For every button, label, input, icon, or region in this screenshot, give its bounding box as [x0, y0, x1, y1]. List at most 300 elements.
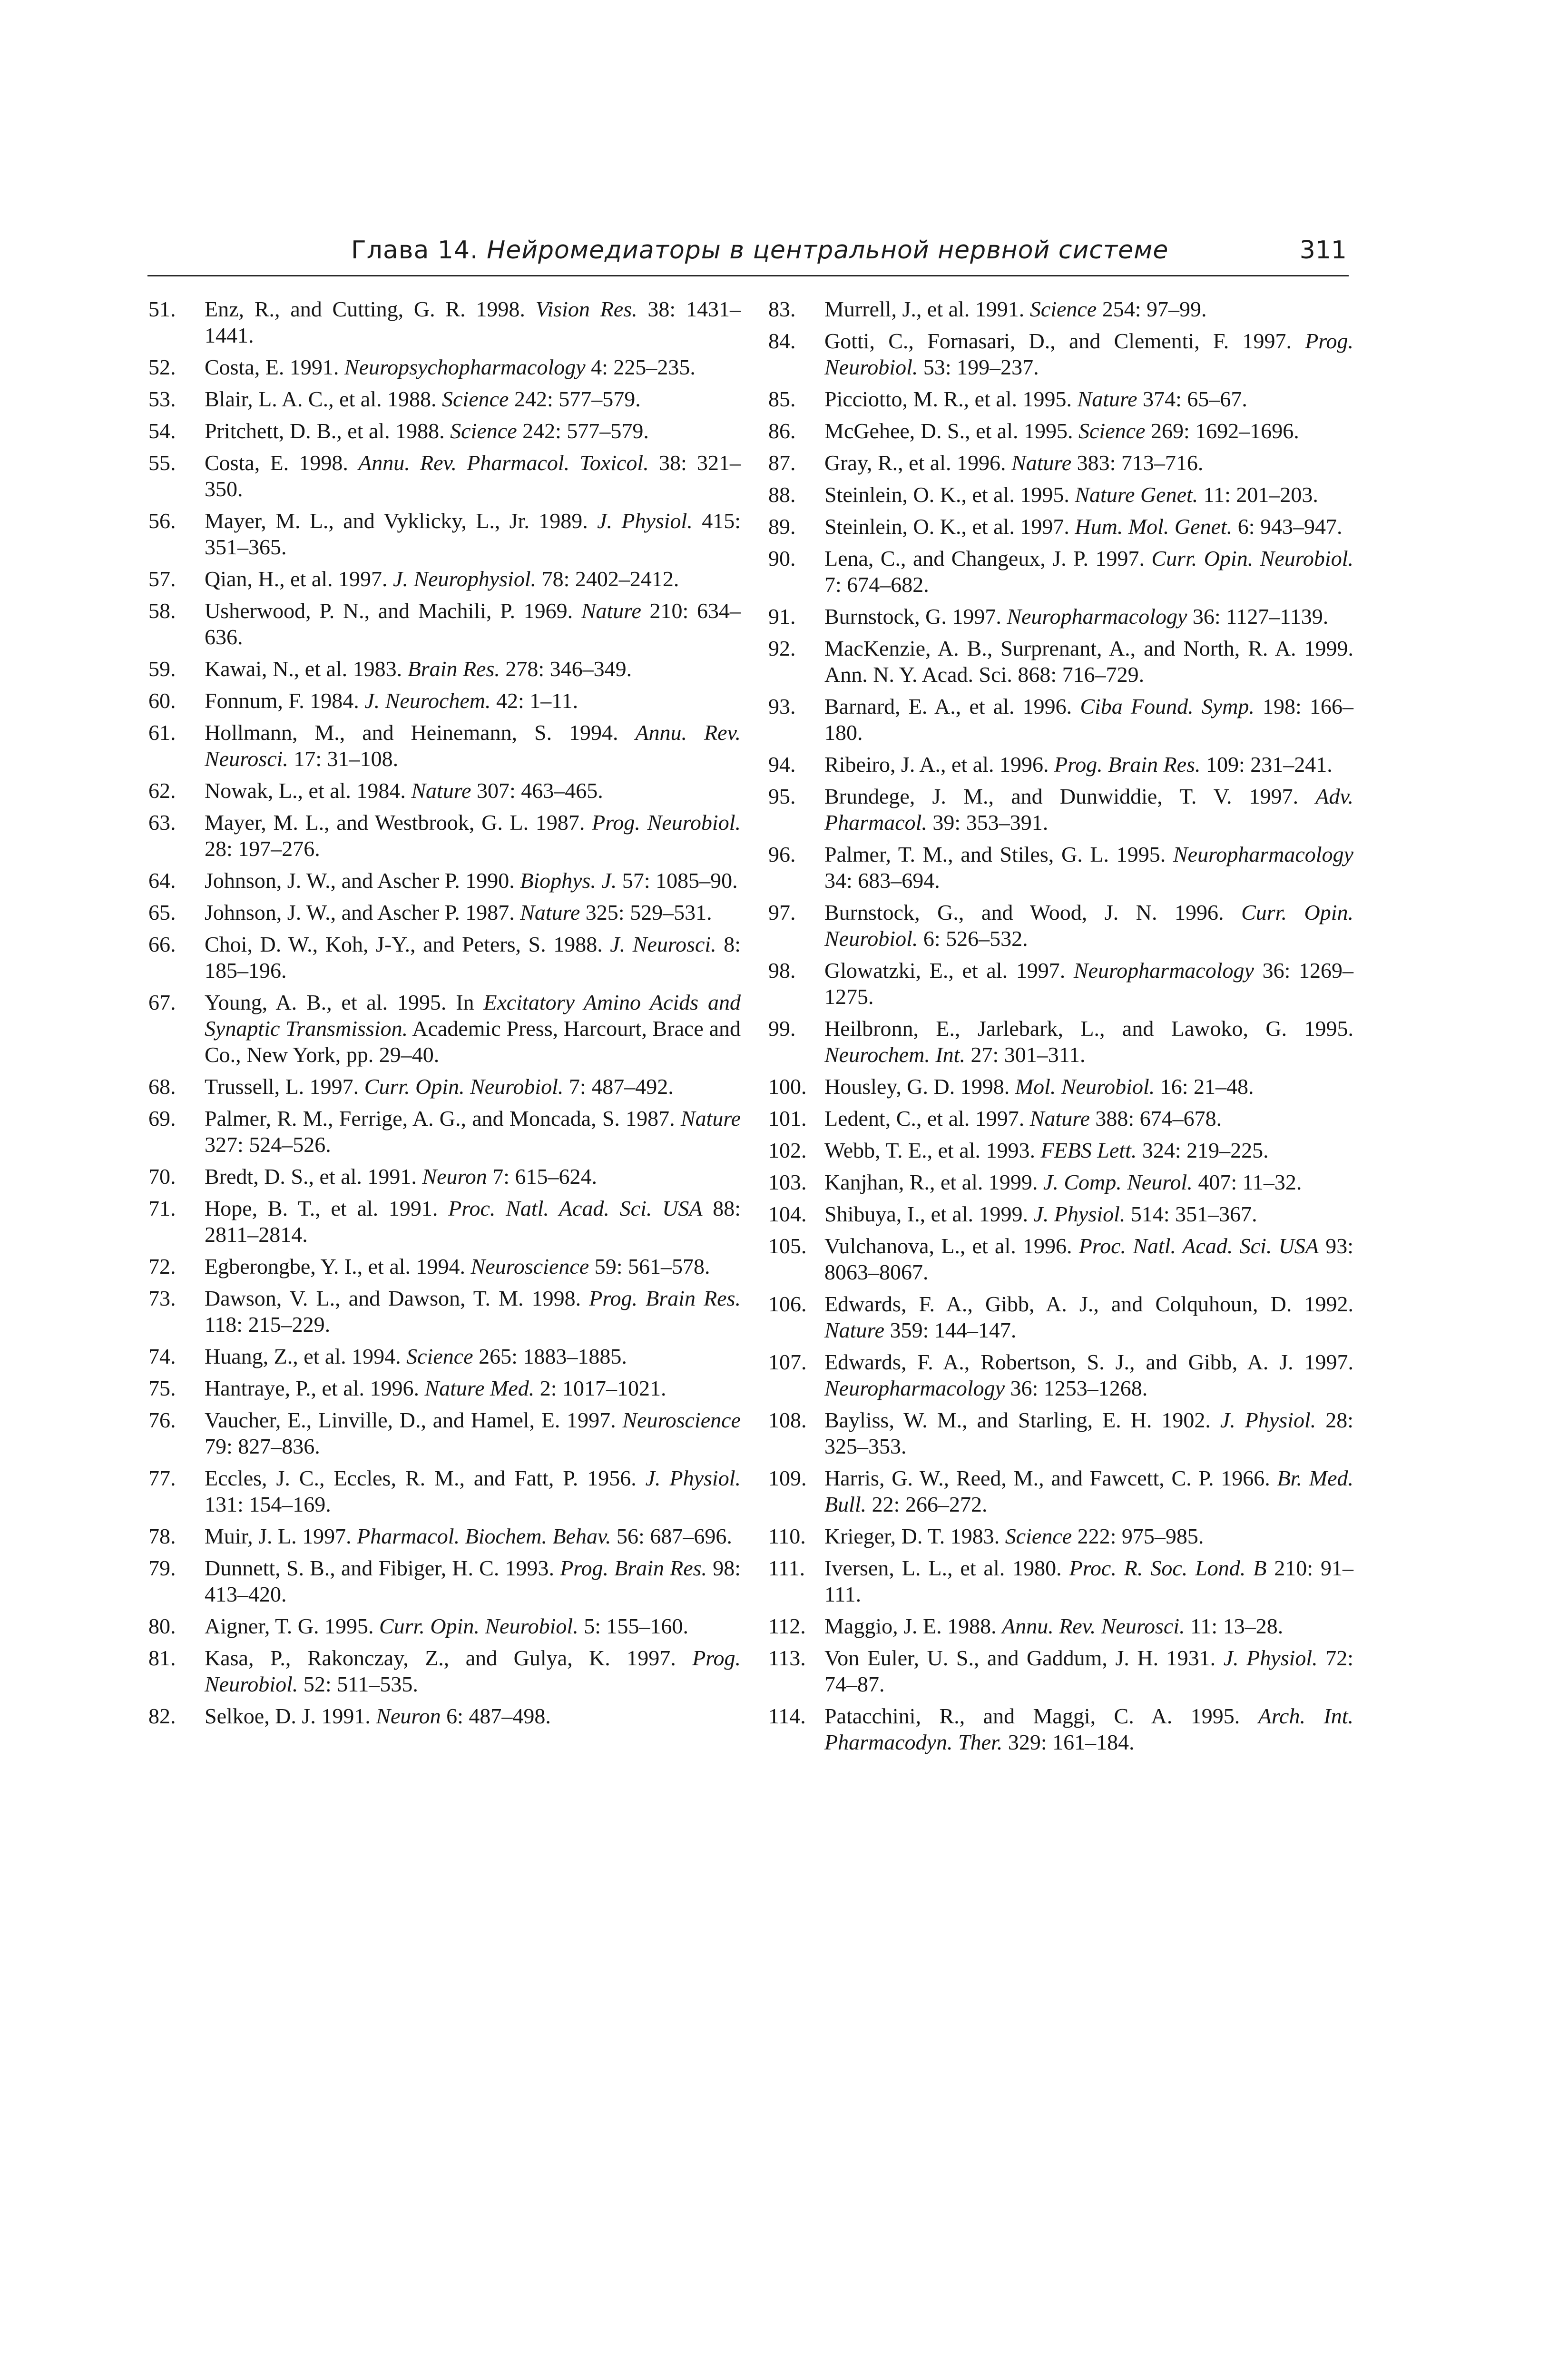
- reference-segment: Mayer, M. L., and Vyklicky, L., Jr. 1989.: [205, 509, 598, 533]
- reference-text: [824, 694, 1353, 745]
- reference-text: [205, 720, 741, 771]
- reference-item: [768, 1523, 1353, 1549]
- reference-text: [824, 329, 1353, 379]
- reference-item: [148, 777, 741, 804]
- reference-source: Nature Genet.: [1075, 482, 1198, 507]
- reference-text: [205, 778, 603, 803]
- reference-segment: Bayliss, W. M., and Starling, E. H. 1902.: [824, 1408, 1220, 1432]
- reference-source: Nature: [1011, 451, 1072, 475]
- reference-number: 70.: [148, 1164, 176, 1189]
- reference-source: Proc. R. Soc. Lond. B: [1069, 1556, 1267, 1580]
- reference-item: [148, 1407, 741, 1459]
- reference-number: 95.: [768, 784, 796, 808]
- reference-segment: 5: 155–160.: [578, 1614, 688, 1638]
- reference-text: [205, 868, 738, 893]
- reference-segment: 131: 154–169.: [205, 1492, 331, 1516]
- reference-segment: Muir, J. L. 1997.: [205, 1524, 357, 1548]
- reference-number: 72.: [148, 1254, 176, 1278]
- reference-number: 73.: [148, 1286, 176, 1310]
- reference-segment: 59: 561–578.: [589, 1254, 710, 1278]
- reference-segment: 52: 511–535.: [298, 1672, 418, 1696]
- reference-item: [148, 1555, 741, 1607]
- reference-item: [768, 450, 1353, 476]
- reference-segment: Gotti, C., Fornasari, D., and Clementi, F. 1997.: [824, 329, 1305, 353]
- reference-number: 94.: [768, 752, 796, 777]
- reference-segment: Hantraye, P., et al. 1996.: [205, 1376, 425, 1400]
- reference-text: [205, 688, 578, 713]
- reference-segment: Von Euler, U. S., and Gaddum, J. H. 1931.: [824, 1646, 1224, 1670]
- reference-source: Neuropharmacology: [824, 1376, 1005, 1400]
- reference-number: 110.: [768, 1524, 806, 1548]
- reference-source: Brain Res.: [407, 657, 500, 681]
- reference-segment: 269: 1692–1696.: [1145, 419, 1299, 443]
- reference-text: [824, 900, 1353, 951]
- reference-segment: Webb, T. E., et al. 1993.: [824, 1138, 1041, 1162]
- reference-segment: 210: 91–111.: [824, 1556, 1353, 1606]
- reference-segment: Harris, G. W., Reed, M., and Fawcett, C. P. 1966.: [824, 1466, 1277, 1490]
- reference-segment: Academic Press, Harcourt, Brace and Co., New York, pp. 29–40.: [205, 1016, 741, 1067]
- reference-source: Prog. Brain Res.: [589, 1286, 741, 1310]
- reference-source: Hum. Mol. Genet.: [1075, 514, 1233, 539]
- reference-text: [824, 1234, 1353, 1284]
- reference-item: [148, 1163, 741, 1190]
- reference-segment: Picciotto, M. R., et al. 1995.: [824, 387, 1078, 411]
- reference-source: Nature: [1077, 387, 1137, 411]
- reference-segment: 11: 13–28.: [1185, 1614, 1284, 1638]
- reference-item: [768, 957, 1353, 1010]
- reference-number: 111.: [768, 1556, 805, 1580]
- reference-text: [205, 1164, 597, 1189]
- reference-text: [205, 1106, 741, 1157]
- reference-segment: 374: 65–67.: [1137, 387, 1247, 411]
- reference-source: Prog. Neurobiol.: [205, 1646, 741, 1696]
- reference-text: [205, 1196, 741, 1247]
- reference-segment: Mayer, M. L., and Westbrook, G. L. 1987.: [205, 810, 592, 835]
- reference-text: [824, 1292, 1353, 1342]
- reference-source: J. Neurosci.: [610, 932, 716, 956]
- reference-segment: Dunnett, S. B., and Fibiger, H. C. 1993.: [205, 1556, 560, 1580]
- reference-item: [148, 296, 741, 348]
- reference-segment: 307: 463–465.: [471, 778, 603, 803]
- reference-item: [768, 328, 1353, 380]
- reference-segment: 17: 31–108.: [288, 747, 399, 771]
- reference-number: 52.: [148, 355, 176, 379]
- reference-source: Prog. Neurobiol.: [592, 810, 741, 835]
- reference-number: 75.: [148, 1376, 176, 1400]
- reference-source: Neuroscience: [622, 1408, 741, 1432]
- reference-source: Nature Med.: [424, 1376, 535, 1400]
- reference-number: 62.: [148, 778, 176, 803]
- reference-source: Neuropharmacology: [1007, 604, 1187, 629]
- reference-source: J. Physiol.: [597, 509, 693, 533]
- reference-segment: Maggio, J. E. 1988.: [824, 1614, 1002, 1638]
- reference-item: [768, 513, 1353, 540]
- reference-source: Arch. Int. Pharmacodyn. Ther.: [824, 1704, 1353, 1754]
- reference-number: 108.: [768, 1408, 807, 1432]
- reference-item: [148, 1195, 741, 1248]
- reference-source: Pharmacol. Biochem. Behav.: [357, 1524, 611, 1548]
- reference-text: [205, 657, 632, 681]
- reference-text: [824, 1016, 1353, 1067]
- reference-number: 102.: [768, 1138, 807, 1162]
- reference-segment: 6: 526–532.: [918, 926, 1028, 951]
- reference-item: [768, 751, 1353, 777]
- reference-segment: 7: 487–492.: [563, 1074, 674, 1099]
- reference-source: FEBS Lett.: [1040, 1138, 1137, 1162]
- reference-segment: Palmer, R. M., Ferrige, A. G., and Moncada, S. 1987.: [205, 1106, 681, 1131]
- reference-source: J. Neurophysiol.: [393, 567, 537, 591]
- reference-item: [148, 386, 741, 412]
- reference-number: 54.: [148, 419, 176, 443]
- reference-segment: 27: 301–311.: [965, 1042, 1086, 1067]
- reference-segment: 2: 1017–1021.: [534, 1376, 666, 1400]
- reference-item: [768, 693, 1353, 746]
- reference-source: J. Comp. Neurol.: [1043, 1170, 1193, 1194]
- reference-source: Curr. Opin. Neurobiol.: [824, 900, 1353, 951]
- reference-item: [768, 386, 1353, 412]
- reference-source: Excitatory Amino Acids and Synaptic Transmission.: [205, 990, 741, 1041]
- reference-segment: 16: 21–48.: [1155, 1074, 1254, 1099]
- reference-segment: Burnstock, G. 1997.: [824, 604, 1007, 629]
- chapter-title: [351, 236, 1168, 265]
- reference-number: 92.: [768, 636, 796, 660]
- reference-item: [768, 1201, 1353, 1227]
- reference-text: [824, 958, 1353, 1009]
- reference-text: [205, 419, 649, 443]
- reference-text: [205, 567, 679, 591]
- reference-segment: Krieger, D. T. 1983.: [824, 1524, 1005, 1548]
- reference-item: [148, 1375, 741, 1401]
- reference-number: 61.: [148, 720, 176, 745]
- reference-item: [148, 354, 741, 380]
- reference-segment: Enz, R., and Cutting, G. R. 1998.: [205, 297, 536, 321]
- reference-source: Proc. Natl. Acad. Sci. USA: [1078, 1234, 1319, 1258]
- reference-source: Vision Res.: [535, 297, 637, 321]
- reference-item: [148, 1613, 741, 1639]
- reference-number: 58.: [148, 599, 176, 623]
- reference-number: 85.: [768, 387, 796, 411]
- reference-segment: 57: 1085–90.: [617, 868, 738, 893]
- reference-source: J. Physiol.: [645, 1466, 741, 1490]
- reference-text: [824, 752, 1333, 777]
- reference-segment: 6: 487–498.: [441, 1704, 551, 1728]
- reference-number: 93.: [768, 694, 796, 718]
- reference-text: [205, 1704, 551, 1728]
- reference-number: 79.: [148, 1556, 176, 1580]
- reference-segment: Kanjhan, R., et al. 1999.: [824, 1170, 1043, 1194]
- reference-source: Science: [442, 387, 509, 411]
- reference-segment: Qian, H., et al. 1997.: [205, 567, 393, 591]
- reference-segment: 38: 1431–1441.: [205, 297, 741, 347]
- reference-text: [205, 1466, 741, 1516]
- reference-segment: 93: 8063–8067.: [824, 1234, 1354, 1284]
- reference-text: [205, 297, 741, 347]
- reference-item: [768, 1105, 1353, 1131]
- reference-segment: Egberongbe, Y. I., et al. 1994.: [205, 1254, 471, 1278]
- reference-number: 105.: [768, 1234, 807, 1258]
- reference-number: 112.: [768, 1614, 806, 1638]
- references-column-left: [148, 296, 741, 1735]
- reference-number: 97.: [768, 900, 796, 924]
- reference-number: 113.: [768, 1646, 806, 1670]
- reference-text: [205, 990, 741, 1067]
- reference-number: 106.: [768, 1292, 807, 1316]
- reference-segment: 242: 577–579.: [517, 419, 649, 443]
- reference-number: 81.: [148, 1646, 176, 1670]
- reference-number: 63.: [148, 810, 176, 835]
- reference-segment: 11: 201–203.: [1198, 482, 1318, 507]
- reference-item: [768, 1645, 1353, 1697]
- reference-text: [205, 900, 712, 924]
- reference-text: [205, 1074, 674, 1099]
- reference-item: [768, 1015, 1353, 1068]
- reference-segment: Glowatzki, E., et al. 1997.: [824, 958, 1074, 983]
- reference-segment: 198: 166–180.: [824, 694, 1354, 745]
- reference-segment: Fonnum, F. 1984.: [205, 688, 365, 713]
- reference-source: Nature: [1029, 1106, 1090, 1131]
- reference-item: [768, 1407, 1353, 1459]
- reference-text: [824, 451, 1203, 475]
- reference-segment: MacKenzie, A. B., Surprenant, A., and North, R. A. 1999. Ann. N. Y. Acad. Sci. 868: 716–729.: [824, 636, 1353, 687]
- reference-segment: 327: 524–526.: [205, 1132, 331, 1157]
- reference-segment: 79: 827–836.: [205, 1434, 320, 1458]
- reference-item: [148, 688, 741, 714]
- reference-text: [205, 1344, 627, 1368]
- reference-item: [768, 1555, 1353, 1607]
- reference-number: 69.: [148, 1106, 176, 1131]
- reference-segment: 242: 577–579.: [509, 387, 641, 411]
- reference-text: [205, 1376, 666, 1400]
- reference-segment: Edwards, F. A., Robertson, S. J., and Gibb, A. J. 1997.: [824, 1350, 1353, 1374]
- reference-segment: Ledent, C., et al. 1997.: [824, 1106, 1030, 1131]
- reference-item: [148, 989, 741, 1068]
- reference-text: [824, 1646, 1353, 1696]
- reference-segment: 118: 215–229.: [205, 1312, 331, 1337]
- reference-segment: Brundege, J. M., and Dunwiddie, T. V. 1997.: [824, 784, 1316, 808]
- reference-number: 99.: [768, 1016, 796, 1041]
- reference-item: [148, 656, 741, 682]
- page-number: 311: [1299, 236, 1347, 265]
- reference-segment: 407: 11–32.: [1192, 1170, 1302, 1194]
- reference-item: [768, 482, 1353, 508]
- reference-number: 103.: [768, 1170, 807, 1194]
- reference-segment: Kawai, N., et al. 1983.: [205, 657, 408, 681]
- reference-segment: Patacchini, R., and Maggi, C. A. 1995.: [824, 1704, 1258, 1728]
- reference-segment: 22: 266–272.: [866, 1492, 988, 1516]
- reference-text: [824, 546, 1353, 597]
- reference-item: [148, 1343, 741, 1369]
- reference-source: Annu. Rev. Neurosci.: [1002, 1614, 1185, 1638]
- reference-segment: 36: 1269–1275.: [824, 958, 1354, 1009]
- reference-number: 88.: [768, 482, 796, 507]
- reference-text: [205, 1556, 741, 1606]
- reference-segment: Young, A. B., et al. 1995. In: [205, 990, 484, 1014]
- reference-number: 64.: [148, 868, 176, 893]
- reference-segment: 4: 225–235.: [585, 355, 696, 379]
- reference-number: 104.: [768, 1202, 807, 1226]
- reference-number: 107.: [768, 1350, 807, 1374]
- reference-segment: Shibuya, I., et al. 1999.: [824, 1202, 1034, 1226]
- reference-text: [824, 636, 1353, 687]
- reference-segment: Barnard, E. A., et al. 1996.: [824, 694, 1080, 718]
- reference-segment: Gray, R., et al. 1996.: [824, 451, 1012, 475]
- reference-number: 91.: [768, 604, 796, 629]
- reference-number: 56.: [148, 509, 176, 533]
- reference-item: [148, 809, 741, 862]
- reference-source: Neuropharmacology: [1173, 842, 1353, 866]
- reference-source: Prog. Neurobiol.: [824, 329, 1353, 379]
- reference-segment: 514: 351–367.: [1125, 1202, 1257, 1226]
- reference-source: Nature: [411, 778, 471, 803]
- reference-segment: 39: 353–391.: [927, 810, 1049, 835]
- reference-source: Biophys. J.: [520, 868, 617, 893]
- reference-segment: 8: 185–196.: [205, 932, 741, 983]
- reference-segment: 72: 74–87.: [824, 1646, 1353, 1696]
- reference-segment: Vaucher, E., Linville, D., and Hamel, E. 1997.: [205, 1408, 623, 1432]
- reference-segment: Palmer, T. M., and Stiles, G. L. 1995.: [824, 842, 1173, 866]
- reference-number: 78.: [148, 1524, 176, 1548]
- references-column-right: [768, 296, 1353, 1761]
- reference-source: Nature: [581, 599, 641, 623]
- reference-text: [205, 355, 696, 379]
- reference-segment: 28: 197–276.: [205, 836, 320, 861]
- reference-item: [148, 1645, 741, 1697]
- reference-item: [768, 296, 1353, 322]
- reference-segment: Selkoe, D. J. 1991.: [205, 1704, 376, 1728]
- reference-text: [205, 1254, 710, 1278]
- reference-segment: 210: 634–636.: [205, 599, 741, 649]
- reference-number: 55.: [148, 451, 176, 475]
- reference-item: [768, 841, 1353, 894]
- reference-number: 96.: [768, 842, 796, 866]
- reference-text: [824, 1170, 1302, 1194]
- reference-text: [824, 514, 1343, 539]
- reference-segment: Johnson, J. W., and Ascher P. 1990.: [205, 868, 520, 893]
- reference-segment: 28: 325–353.: [824, 1408, 1353, 1458]
- reference-text: [824, 842, 1353, 893]
- reference-segment: McGehee, D. S., et al. 1995.: [824, 419, 1078, 443]
- reference-item: [148, 1105, 741, 1158]
- reference-segment: Bredt, D. S., et al. 1991.: [205, 1164, 422, 1189]
- reference-segment: 36: 1127–1139.: [1187, 604, 1329, 629]
- reference-source: Prog. Brain Res.: [560, 1556, 707, 1580]
- reference-item: [148, 931, 741, 983]
- reference-item: [768, 1073, 1353, 1100]
- reference-number: 80.: [148, 1614, 176, 1638]
- reference-segment: Hollmann, M., and Heinemann, S. 1994.: [205, 720, 636, 745]
- reference-source: Curr. Opin. Neurobiol.: [379, 1614, 578, 1638]
- reference-segment: 7: 674–682.: [824, 572, 929, 597]
- reference-text: [824, 1614, 1283, 1638]
- reference-item: [768, 1349, 1353, 1401]
- reference-source: Neuron: [376, 1704, 441, 1728]
- reference-source: J. Physiol.: [1033, 1202, 1126, 1226]
- reference-item: [148, 450, 741, 502]
- reference-number: 76.: [148, 1408, 176, 1432]
- reference-segment: 98: 413–420.: [205, 1556, 741, 1606]
- reference-segment: 324: 219–225.: [1137, 1138, 1269, 1162]
- reference-number: 82.: [148, 1704, 176, 1728]
- reference-number: 77.: [148, 1466, 176, 1490]
- reference-item: [768, 1613, 1353, 1639]
- reference-text: [205, 451, 741, 501]
- reference-segment: Huang, Z., et al. 1994.: [205, 1344, 407, 1368]
- reference-segment: 38: 321–350.: [205, 451, 741, 501]
- reference-item: [768, 635, 1353, 688]
- reference-item: [148, 1523, 741, 1549]
- reference-number: 84.: [768, 329, 796, 353]
- reference-number: 53.: [148, 387, 176, 411]
- reference-segment: Usherwood, P. N., and Machili, P. 1969.: [205, 599, 581, 623]
- reference-text: [824, 1704, 1353, 1754]
- reference-segment: 329: 161–184.: [1002, 1730, 1135, 1754]
- reference-item: [148, 1703, 741, 1729]
- reference-segment: 278: 346–349.: [500, 657, 632, 681]
- reference-number: 67.: [148, 990, 176, 1014]
- reference-segment: 265: 1883–1885.: [473, 1344, 627, 1368]
- reference-segment: 6: 943–947.: [1232, 514, 1343, 539]
- reference-segment: 42: 1–11.: [490, 688, 578, 713]
- reference-text: [824, 1524, 1204, 1548]
- reference-text: [205, 387, 641, 411]
- reference-source: Science: [406, 1344, 473, 1368]
- reference-item: [768, 783, 1353, 836]
- reference-source: Neuropharmacology: [1073, 958, 1254, 983]
- reference-segment: Costa, E. 1998.: [205, 451, 359, 475]
- reference-segment: Kasa, P., Rakonczay, Z., and Gulya, K. 1997.: [205, 1646, 693, 1670]
- reference-segment: Edwards, F. A., Gibb, A. J., and Colquhoun, D. 1992.: [824, 1292, 1353, 1316]
- reference-segment: Eccles, J. C., Eccles, R. M., and Fatt, P. 1956.: [205, 1466, 646, 1490]
- reference-source: Neuropsychopharmacology: [344, 355, 586, 379]
- reference-segment: Aigner, T. G. 1995.: [205, 1614, 379, 1638]
- reference-number: 60.: [148, 688, 176, 713]
- reference-segment: 254: 97–99.: [1097, 297, 1207, 321]
- reference-source: J. Neurochem.: [364, 688, 491, 713]
- reference-text: [824, 297, 1207, 321]
- reference-text: [205, 932, 741, 983]
- reference-segment: Murrell, J., et al. 1991.: [824, 297, 1030, 321]
- reference-text: [205, 509, 741, 559]
- reference-item: [148, 899, 741, 925]
- reference-number: 89.: [768, 514, 796, 539]
- reference-text: [824, 1350, 1353, 1400]
- reference-item: [148, 1073, 741, 1100]
- reference-number: 98.: [768, 958, 796, 983]
- reference-text: [824, 1074, 1254, 1099]
- reference-number: 51.: [148, 297, 176, 321]
- reference-segment: Blair, L. A. C., et al. 1988.: [205, 387, 442, 411]
- running-header: [147, 232, 1349, 276]
- reference-segment: Ribeiro, J. A., et al. 1996.: [824, 752, 1054, 777]
- reference-text: [824, 784, 1353, 835]
- reference-source: J. Physiol.: [1223, 1646, 1318, 1670]
- reference-item: [148, 566, 741, 592]
- reference-item: [768, 1169, 1353, 1195]
- reference-item: [148, 1465, 741, 1517]
- reference-text: [205, 599, 741, 649]
- reference-segment: Hope, B. T., et al. 1991.: [205, 1196, 449, 1220]
- reference-item: [768, 545, 1353, 598]
- reference-segment: Pritchett, D. B., et al. 1988.: [205, 419, 451, 443]
- reference-number: 86.: [768, 419, 796, 443]
- reference-number: 83.: [768, 297, 796, 321]
- reference-text: [824, 604, 1328, 629]
- reference-number: 87.: [768, 451, 796, 475]
- reference-segment: Steinlein, O. K., et al. 1995.: [824, 482, 1075, 507]
- reference-text: [205, 1646, 741, 1696]
- reference-item: [768, 1137, 1353, 1163]
- reference-segment: 359: 144–147.: [884, 1318, 1017, 1342]
